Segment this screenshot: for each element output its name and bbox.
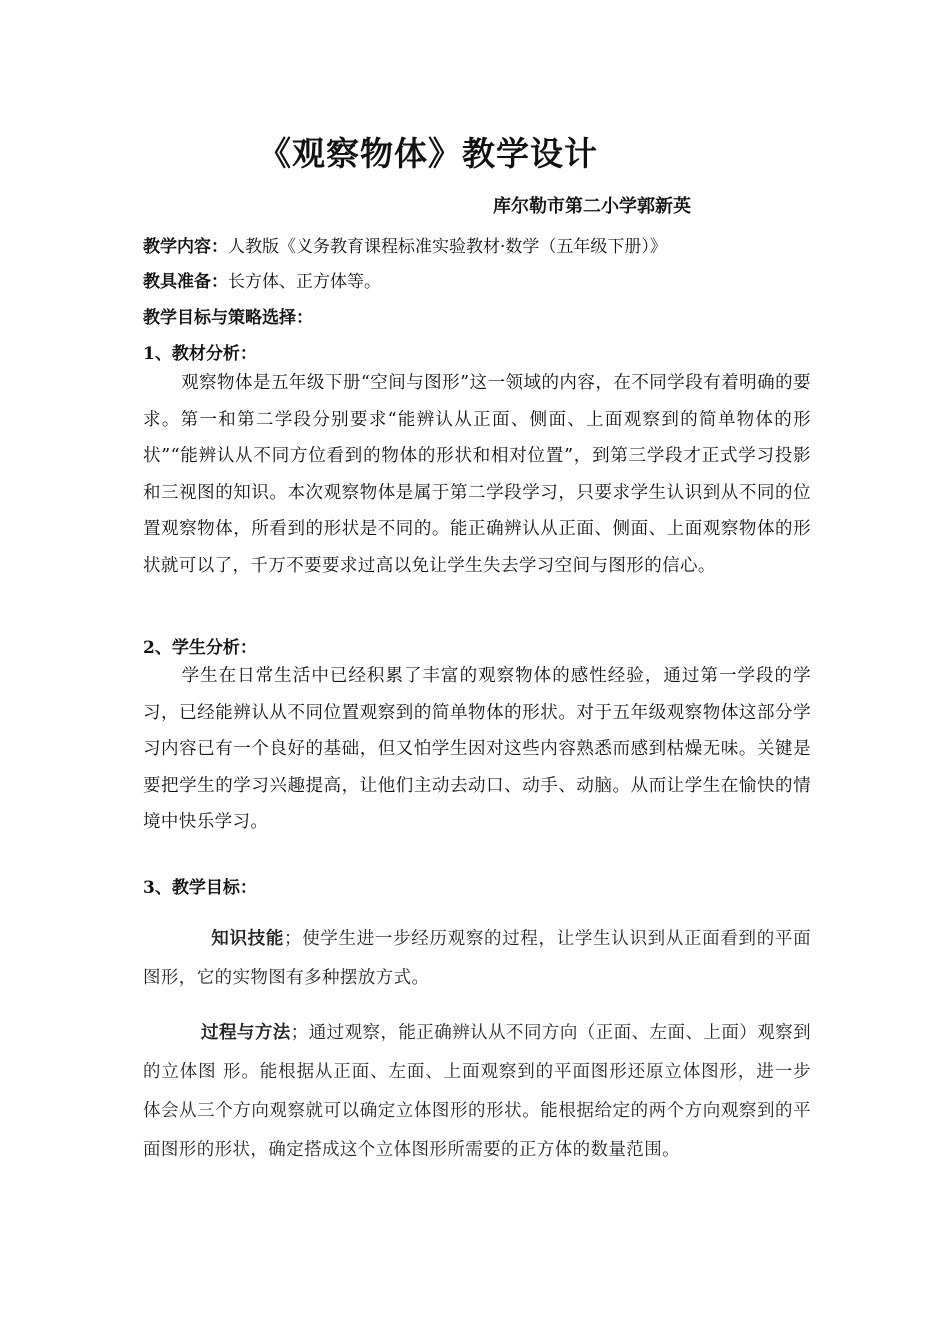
section2-paragraph bbox=[143, 658, 811, 841]
section1-paragraph bbox=[143, 365, 811, 584]
process-label: 过程与方法 bbox=[201, 1023, 291, 1043]
teaching-tools-value: 长方体、正方体等。 bbox=[228, 272, 381, 292]
teaching-content-label: 教学内容： bbox=[143, 237, 228, 257]
knowledge-paragraph bbox=[143, 920, 811, 998]
knowledge-body: ；使学生进一步经历观察的过程，让学生认识到从正面看到的平面图形，它的实物图有多种摆放方式。 bbox=[143, 929, 811, 988]
section2-body: 学生在日常生活中已经积累了丰富的观察物体的感性经验，通过第一学段的学习，已经能辨认从不同位置观察到的简单物体的形状。对于五年级观察物体这部分学习内容已有一个良好的基础，但又怕学生因对这些内容熟悉而感到枯燥无味。关键是要把学生的学习兴趣提高，让他们主动去动口、动手、动脑。从而让学生在愉快的情境中快乐学习。 bbox=[143, 666, 811, 832]
document-title: 《观察物体》教学设计 bbox=[258, 134, 598, 173]
goals-heading: 教学目标与策略选择： bbox=[143, 308, 313, 328]
section1-heading: 1、教材分析： bbox=[143, 344, 257, 364]
knowledge-label: 知识技能 bbox=[211, 929, 285, 949]
teaching-tools-label: 教具准备： bbox=[143, 272, 228, 292]
teaching-tools-line bbox=[143, 267, 381, 292]
section2-heading: 2、学生分析： bbox=[143, 638, 257, 658]
process-paragraph bbox=[143, 1014, 811, 1170]
author-line: 库尔勒市第二小学郭新英 bbox=[493, 196, 691, 217]
section3-heading: 3、教学目标： bbox=[143, 878, 257, 898]
teaching-content-line bbox=[143, 232, 667, 257]
process-body: ；通过观察，能正确辨认从不同方向（正面、左面、上面）观察到的立体图 形。能根据从正面、左面、上面观察到的平面图形还原立体图形，进一步体会从三个方向观察就可以确定立体图形的形状。能根据给定的两个方向观察到的平面图形的形状，确定搭成这个立体图形所需要的正方体的数量范围。 bbox=[143, 1023, 811, 1160]
teaching-content-value: 人教版《义务教育课程标准实验教材·数学（五年级下册）》 bbox=[228, 237, 667, 257]
section1-body: 观察物体是五年级下册“空间与图形”这一领域的内容，在不同学段有着明确的要求。第一和第二学段分别要求“能辨认从正面、侧面、上面观察到的简单物体的形状”“能辨认从不同方位看到的物体的形状和相对位置”，到第三学段才正式学习投影和三视图的知识。本次观察物体是属于第二学段学习，只要求学生认识到从不同的位置观察物体，所看到的形状是不同的。能正确辨认从正面、侧面、上面观察物体的形状就可以了，千万不要要求过高以免让学生失去学习空间与图形的信心。 bbox=[143, 373, 811, 576]
